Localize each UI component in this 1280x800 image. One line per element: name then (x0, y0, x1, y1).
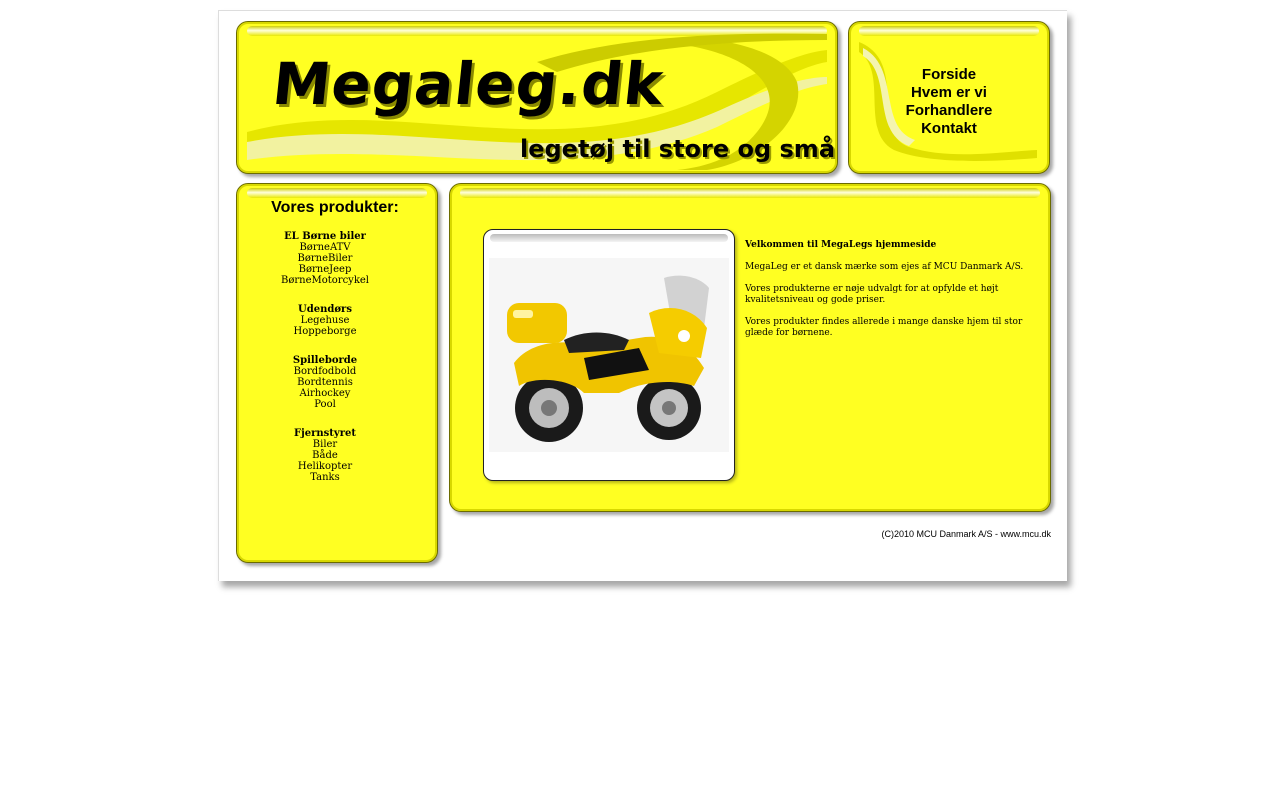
category-link-bordfodbold[interactable]: Bordfodbold (293, 366, 357, 377)
category-link-biler[interactable]: Biler (312, 439, 338, 450)
category-list (237, 231, 413, 501)
main-content (449, 183, 1051, 512)
category-link-borneatv[interactable]: BørneATV (299, 242, 351, 253)
category-link-bornejeep[interactable]: BørneJeep (298, 264, 352, 275)
category-link-airhockey[interactable]: Airhockey (299, 388, 351, 399)
footer-copyright: (C)2010 MCU Danmark A/S - www.mcu.dk (881, 529, 1051, 539)
product-photo-motorcycle (489, 258, 729, 452)
product-photo-frame (483, 229, 735, 481)
category-link-legehuse[interactable]: Legehuse (300, 315, 350, 326)
welcome-text (745, 240, 1045, 350)
logo-banner (236, 21, 838, 174)
category-group (237, 428, 413, 483)
category-link-bordtennis[interactable]: Bordtennis (297, 377, 353, 388)
category-group (237, 231, 413, 286)
category-group (237, 355, 413, 410)
nav-link-hvem-er-vi[interactable]: Hvem er vi (911, 84, 987, 101)
category-link-pool[interactable]: Pool (314, 399, 336, 410)
category-title: EL Børne biler (284, 231, 366, 242)
sidebar-heading: Vores produkter: (271, 199, 399, 216)
site-logo-title: Megaleg.dk (269, 50, 668, 118)
welcome-paragraph: Vores produkterne er nøje udvalgt for at opfylde et højt kvalitetsniveau og gode priser. (745, 284, 999, 305)
category-link-bornebiler[interactable]: BørneBiler (297, 253, 353, 264)
category-title: Fjernstyret (294, 428, 356, 439)
category-link-bornemotorcykel[interactable]: BørneMotorcykel (280, 275, 369, 286)
category-title: Udendørs (298, 304, 352, 315)
welcome-headline: Velkommen til MegaLegs hjemmeside (745, 240, 937, 250)
nav-link-forside[interactable]: Forside (921, 66, 977, 83)
category-link-hoppeborge[interactable]: Hoppeborge (293, 326, 357, 337)
welcome-paragraph: Vores produkter findes allerede i mange danske hjem til stor glæde for børnene. (745, 317, 1023, 338)
nav-link-kontakt[interactable]: Kontakt (921, 120, 977, 137)
category-link-helikopter[interactable]: Helikopter (297, 461, 353, 472)
nav-link-forhandlere[interactable]: Forhandlere (905, 102, 993, 119)
page-container (218, 10, 1067, 581)
nav-list (849, 66, 1049, 138)
category-group (237, 304, 413, 337)
main-navigation (848, 21, 1050, 174)
product-sidebar (236, 183, 438, 563)
category-link-tanks[interactable]: Tanks (310, 472, 340, 483)
site-logo-tagline: legetøj til store og små (520, 135, 836, 163)
category-link-bade[interactable]: Både (312, 450, 338, 461)
welcome-paragraph: MegaLeg er et dansk mærke som ejes af MCU Danmark A/S. (745, 262, 1024, 272)
category-title: Spilleborde (292, 355, 358, 366)
